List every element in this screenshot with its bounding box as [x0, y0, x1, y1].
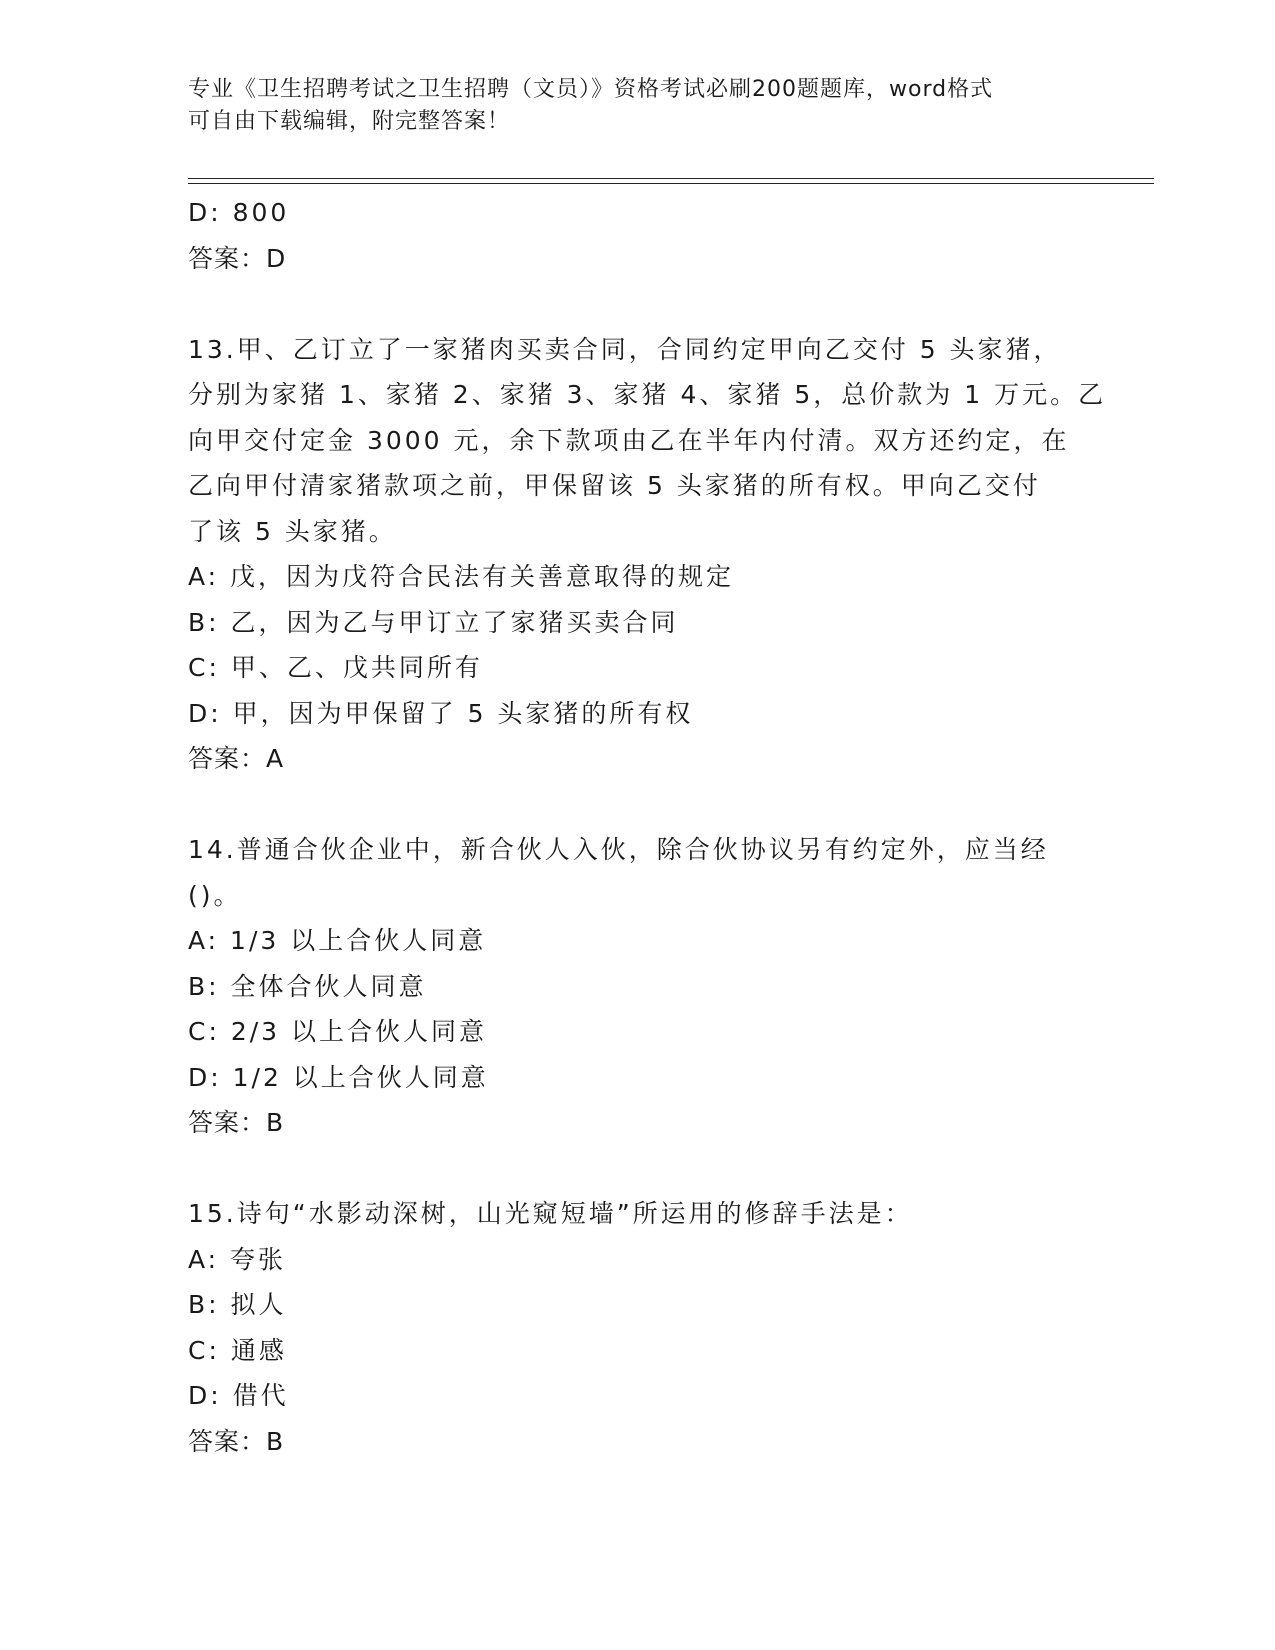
- answer-line: 答案：D: [188, 243, 287, 273]
- option-d: D: 甲，因为甲保留了 5 头家猪的所有权: [188, 698, 694, 728]
- spacer: [188, 1146, 1108, 1192]
- option-b: B: 全体合伙人同意: [188, 971, 427, 1001]
- header-divider-bottom: [188, 183, 1154, 184]
- question-14: [188, 827, 1108, 1146]
- answer-line: 答案：B: [188, 1108, 285, 1137]
- option-d: D: 借代: [188, 1381, 289, 1410]
- question-stem-line: 向甲交付定金 3000 元，余下款项由乙在半年内付清。双方还约定，在: [188, 425, 1070, 455]
- option-c: C: 2/3 以上合伙人同意: [188, 1017, 488, 1046]
- option-c: C: 甲、乙、戊共同所有: [188, 653, 483, 682]
- option-d: D: 1/2 以上合伙人同意: [188, 1062, 489, 1092]
- prev-question: [188, 190, 1108, 281]
- document-header: [188, 74, 1088, 138]
- header-title-line-1: 专业《卫生招聘考试之卫生招聘（文员）》资格考试必刷200题题库，word格式: [188, 77, 994, 102]
- option-c: C: 通感: [188, 1335, 287, 1365]
- question-stem-line: 分别为家猪 1、家猪 2、家猪 3、家猪 4、家猪 5，总价款为 1 万元。乙: [188, 380, 1107, 409]
- question-stem-line: ()。: [188, 880, 242, 910]
- option-b: B: 乙，因为乙与甲订立了家猪买卖合同: [188, 607, 679, 637]
- option-d: D: 800: [188, 198, 290, 227]
- question-content: [188, 190, 1108, 1464]
- option-a: A: 戊，因为戊符合民法有关善意取得的规定: [188, 562, 735, 591]
- option-b: B: 拟人: [188, 1290, 287, 1319]
- spacer: [188, 782, 1108, 828]
- spacer: [188, 281, 1108, 327]
- question-stem-line: 了该 5 头家猪。: [188, 516, 397, 546]
- question-stem-line: 14.普通合伙企业中，新合伙人入伙，除合伙协议另有约定外，应当经: [188, 835, 1049, 864]
- question-stem-line: 13.甲、乙订立了一家猪肉买卖合同，合同约定甲向乙交付 5 头家猪，: [188, 334, 1062, 364]
- answer-line: 答案：A: [188, 744, 285, 773]
- header-title-line-2: 可自由下载编辑，附完整答案！: [188, 109, 511, 134]
- question-13: [188, 327, 1108, 782]
- header-divider-top: [188, 178, 1154, 179]
- question-15: [188, 1191, 1108, 1464]
- answer-line: 答案：B: [188, 1426, 285, 1456]
- option-a: A: 夸张: [188, 1244, 287, 1274]
- question-stem-line: 乙向甲付清家猪款项之前，甲保留该 5 头家猪的所有权。甲向乙交付: [188, 471, 1041, 500]
- option-a: A: 1/3 以上合伙人同意: [188, 926, 487, 955]
- question-stem-line: 15.诗句“水影动深树，山光窥短墙”所运用的修辞手法是：: [188, 1199, 913, 1228]
